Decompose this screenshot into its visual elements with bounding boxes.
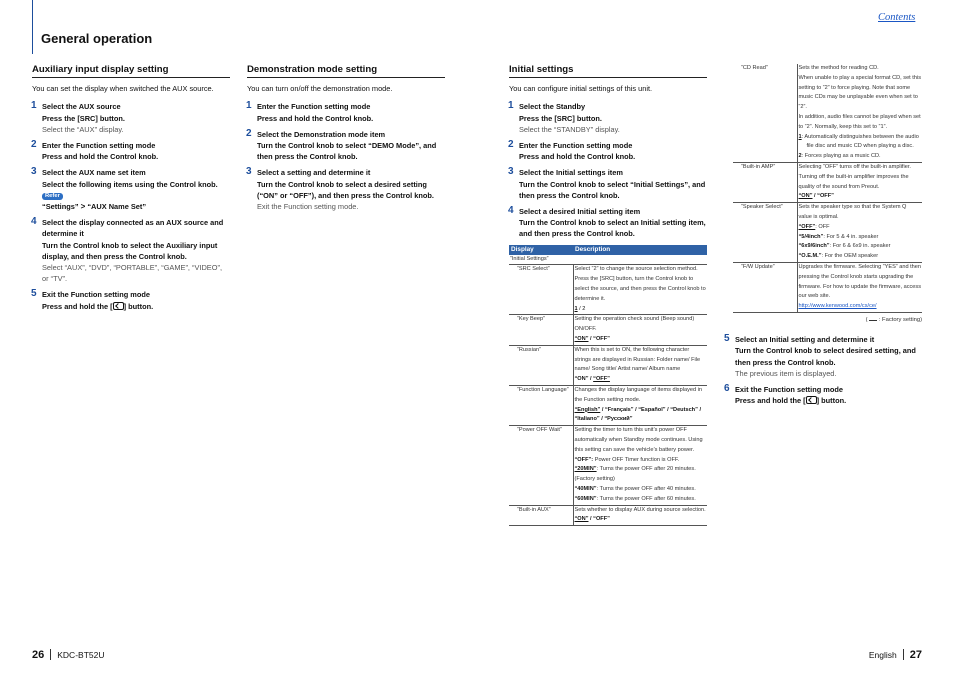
table-row: “SRC Select” Select “2” to change the source selection method. Press the [SRC] button, turn the Control knob to select the source, and then press the Control knob to determine it. 1 / 2 (509, 265, 707, 315)
step-number: 3 (31, 166, 37, 178)
step-instruction: Turn the Control knob to select “DEMO Mode”, and then press the Control knob. (257, 141, 437, 162)
table-group-label: “Initial Settings” (509, 255, 707, 265)
initial-settings-section (509, 64, 707, 526)
step (247, 167, 445, 212)
step-title: Enter the Function setting mode (42, 141, 156, 151)
refer-badge[interactable]: Refer (42, 193, 63, 200)
table-row: “Key Beep” Setting the operation check sound (Beep sound) ON/OFF. “ON” / “OFF” (509, 315, 707, 345)
table-header: Description (573, 245, 707, 255)
table-row: “Built-in AMP” Selecting “OFF” turns off the built-in amplifier. Turning off the built-in amplifier improves the quality of the sound from Preout. “ON” / “OFF” (733, 162, 922, 202)
intro-text: You can set the display when switched the AUX source. (32, 84, 214, 94)
table-header: Display (509, 245, 573, 255)
model-name: KDC-BT52U (57, 650, 105, 660)
table-row: “F/W Update” Upgrades the firmware. Selecting “YES” and then pressing the Control knob starts upgrading the firmware. For how to update the firmware, access our web site. http://www.kenwood.com/cs/ce/ (733, 262, 922, 312)
step-title: Select the Standby (519, 102, 586, 112)
step-instruction: Press the [SRC] button. (42, 113, 125, 123)
step-instruction: ] button. (816, 396, 847, 406)
step-title: Enter the Function setting mode (257, 102, 371, 112)
section-heading: Demonstration mode setting (247, 64, 445, 78)
step-instruction: Select the following items using the Control knob. (42, 179, 218, 189)
step-title: Exit the Function setting mode (735, 384, 843, 394)
step-title: Select the Initial settings item (519, 168, 623, 178)
step (509, 101, 707, 135)
step-instruction: Press and hold the Control knob. (519, 152, 636, 162)
return-icon (806, 396, 817, 404)
step (32, 140, 230, 162)
step (32, 101, 230, 135)
initial-settings-continued (724, 64, 922, 411)
step-number: 4 (31, 216, 37, 228)
step-title: Select an Initial setting and determine it (735, 335, 875, 345)
step-instruction: Turn the Control knob to select desired setting, and then press the Control knob. (735, 346, 916, 367)
menu-path-item: “Settings” (42, 202, 79, 212)
step-title: Select the AUX name set item (42, 168, 146, 178)
demo-section (247, 64, 445, 217)
arrow-right-icon: > (80, 202, 86, 212)
step (32, 217, 230, 284)
aux-section (32, 64, 230, 317)
language-label: English (868, 650, 897, 660)
step (509, 140, 707, 162)
section-heading: Initial settings (509, 64, 707, 78)
step (32, 167, 230, 212)
footer-left (32, 649, 104, 661)
step-instruction: ] button. (123, 301, 154, 311)
footer-right (869, 649, 922, 661)
step-instruction: Press and hold the Control knob. (257, 113, 374, 123)
step-number: 5 (31, 288, 37, 300)
step-number: 2 (508, 139, 514, 151)
step-number: 1 (31, 100, 37, 112)
step-instruction: Turn the Control knob to select an Initial setting item, and then press the Control knob. (519, 218, 706, 239)
step-number: 3 (246, 166, 252, 178)
table-row: “CD Read” Sets the method for reading CD. When unable to play a special format CD, set this setting to “2” to force playing. Note that some music CDs may be unplayable even when set to “2”. In addition, audio files cannot be played when set to “2”. Normally, keep this set to “1”. 1: Automatically distinguishes between the audio file disc and music CD when playing a disc. 2: Forces playing as a music CD. (733, 64, 922, 162)
table-row: “Russian” When this is set to ON, the following character strings are displayed in Russian: Folder name/ File name/ Song title/ Artist name/ Album name “ON” / “OFF” (509, 345, 707, 385)
step-instruction: Press and hold the [ (735, 396, 806, 406)
step-number: 6 (724, 382, 730, 394)
step (247, 101, 445, 123)
intro-text: You can configure initial settings of this unit. (509, 84, 653, 94)
step-instruction: Turn the Control knob to select the Auxiliary input display, and then press the Control knob. (42, 240, 218, 261)
step-title: Exit the Function setting mode (42, 290, 150, 300)
table-row: “Speaker Select” Sets the speaker type so that the System Q value is optimal. “OFF”: OFF “5/4inch”: For 5 & 4 in. speaker “6x9/6inch”: For 6 & 6x9 in. speaker “O.E.M.”: For the OEM speaker (733, 203, 922, 263)
step-instruction: Turn the Control knob to select a desired setting (“ON” or “OFF”), and then press the Control knob. (257, 179, 434, 200)
step (725, 334, 922, 379)
step-note: Select the “AUX” display. (42, 124, 124, 134)
step-note: The previous item is displayed. (735, 368, 837, 378)
step-title: Select the Demonstration mode item (257, 129, 386, 139)
section-heading: Auxiliary input display setting (32, 64, 230, 78)
intro-text: You can turn on/off the demonstration mode. (247, 84, 393, 94)
step-instruction: Turn the Control knob to select “Initial Settings”, and then press the Control knob. (519, 179, 706, 200)
step-note: Exit the Function setting mode. (257, 202, 359, 212)
step-title: Enter the Function setting mode (519, 141, 633, 151)
settings-table-continued (733, 64, 922, 313)
return-icon (113, 302, 124, 310)
table-row: “Power OFF Wait” Setting the timer to turn this unit’s power OFF automatically when Standby mode continues. Using this setting can save the vehicle’s battery power. “OFF”: Power OFF Timer function is OFF. “20MIN”: Turns the power OFF after 20 minutes. (Factory setting) “40MIN”: Turns the power OFF after 40 minutes. “60MIN”: Turns the power OFF after 60 minutes. (509, 426, 707, 505)
contents-link[interactable]: Contents (878, 12, 916, 23)
menu-path-item: “AUX Name Set” (87, 202, 147, 212)
settings-table (509, 245, 707, 527)
step-number: 5 (724, 333, 730, 345)
factory-note: ( : Factory setting) (865, 316, 922, 323)
header-bar (32, 0, 33, 54)
step-title: Select the AUX source (42, 102, 121, 112)
step-title: Select a setting and determine it (257, 168, 371, 178)
step (32, 289, 230, 311)
step-instruction: Press the [SRC] button. (519, 113, 602, 123)
step-title: Select a desired Initial setting item (519, 207, 641, 217)
step-title: Select the display connected as an AUX source and determine it (42, 218, 224, 239)
step (509, 167, 707, 201)
step (725, 384, 922, 406)
step-number: 1 (508, 100, 514, 112)
firmware-link[interactable]: http://www.kenwood.com/cs/ce/ (798, 303, 877, 310)
table-row: “Function Language” Changes the display language of items displayed in the Function setting mode. “English” / “Français” / “Español” / “Deutsch” / “Italiano” / “Русский” (509, 386, 707, 426)
step-note: Select “AUX”, “DVD”, “PORTABLE”, “GAME”, “VIDEO”, or “TV”. (42, 263, 222, 284)
step-number: 1 (246, 100, 252, 112)
page-number: 26 (32, 649, 45, 661)
step (509, 206, 707, 240)
step-note: Select the “STANDBY” display. (519, 124, 620, 134)
step-number: 4 (508, 205, 514, 217)
page-number: 27 (909, 649, 922, 661)
step-instruction: Press and hold the [ (42, 301, 113, 311)
step (247, 129, 445, 163)
step-number: 3 (508, 166, 514, 178)
step-instruction: Press and hold the Control knob. (42, 152, 159, 162)
table-row: “Built-in AUX” Sets whether to display AUX during source selection. “ON” / “OFF” (509, 505, 707, 526)
page-title: General operation (41, 31, 153, 46)
step-number: 2 (31, 139, 37, 151)
step-number: 2 (246, 127, 252, 139)
